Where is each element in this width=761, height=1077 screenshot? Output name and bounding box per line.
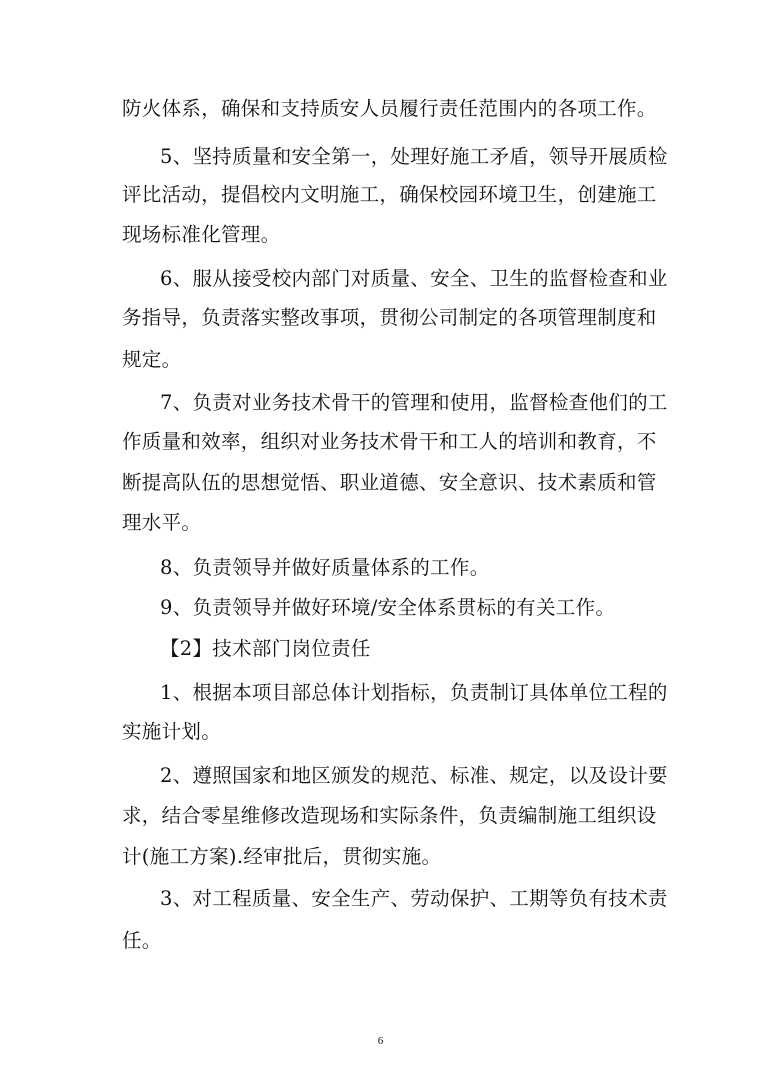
text-line: 3、对工程质量、安全生产、劳动保护、工期等负有技术责: [160, 887, 668, 910]
text-line: 7、负责对业务技术骨干的管理和使用，监督检查他们的工: [160, 391, 668, 414]
text-line: 断提高队伍的思想觉悟、职业道德、安全意识、技术素质和管: [122, 471, 657, 494]
text-line: 1、根据本项目部总体计划指标，负责制订具体单位工程的: [160, 681, 668, 704]
text-line: 9、负责领导并做好环境/安全体系贯标的有关工作。: [160, 596, 616, 619]
text-line: 计(施工方案).经审批后，贯彻实施。: [122, 845, 442, 868]
text-line: 8、负责领导并做好质量体系的工作。: [160, 556, 490, 579]
text-line: 求，结合零星维修改造现场和实际条件，负责编制施工组织设: [122, 804, 657, 827]
text-line: 防火体系，确保和支持质安人员履行责任范围内的各项工作。: [122, 97, 657, 120]
text-line: 理水平。: [122, 511, 202, 534]
section-heading: 【2】技术部门岗位责任: [160, 637, 371, 660]
text-line: 务指导，负责落实整改事项，贯彻公司制定的各项管理制度和: [122, 306, 657, 329]
text-line: 任。: [122, 929, 162, 952]
text-line: 2、遵照国家和地区颁发的规范、标准、规定，以及设计要: [160, 764, 668, 787]
text-line: 作质量和效率，组织对业务技术骨干和工人的培训和教育，不: [122, 430, 657, 453]
text-line: 现场标准化管理。: [122, 223, 281, 246]
text-line: 6、服从接受校内部门对质量、安全、卫生的监督检查和业: [160, 267, 668, 290]
text-line: 5、坚持质量和安全第一，处理好施工矛盾，领导开展质检: [160, 145, 668, 168]
text-line: 规定。: [122, 348, 182, 371]
text-line: 评比活动，提倡校内文明施工，确保校园环境卫生，创建施工: [122, 183, 657, 206]
text-line: 实施计划。: [122, 720, 222, 743]
page-number: 6: [377, 1035, 384, 1047]
